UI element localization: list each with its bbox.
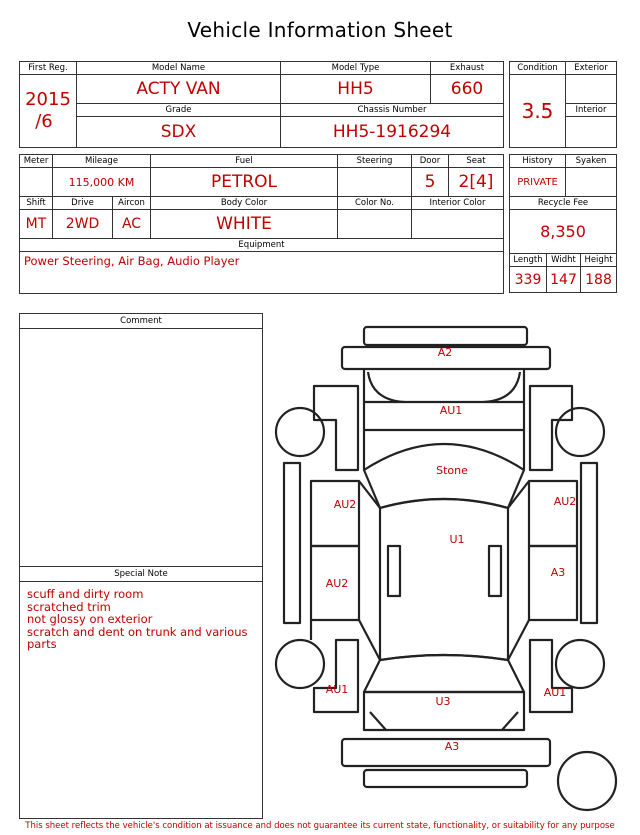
left-front-fender [314, 386, 358, 470]
damage-a2-top: A2 [437, 346, 453, 359]
disclaimer-footer: This sheet reflects the vehicle's condition at issuance and does not guarantee its current state, functionality, or suitability for any purpose [25, 821, 615, 831]
interior-color-label: Interior Color [412, 197, 504, 210]
aircon-label: Aircon [113, 197, 151, 210]
fuel-value: PETROL [151, 168, 338, 197]
interior-label: Interior [566, 104, 617, 117]
rear-window [364, 655, 524, 692]
length-value: 339 [510, 267, 547, 293]
special-note-line: scratched trim [27, 599, 111, 614]
front-right-tire [556, 408, 604, 456]
damage-a3-right: A3 [550, 566, 566, 579]
grade-label: Grade [77, 104, 281, 117]
right-rear-door [529, 546, 577, 620]
model-name-label: Model Name [77, 62, 281, 75]
exterior-label: Exterior [566, 62, 617, 75]
condition-label: Condition [510, 62, 566, 75]
shift-value: MT [20, 210, 53, 239]
width-label: Widht [547, 254, 581, 267]
right-front-fender [530, 386, 572, 470]
hood [364, 370, 524, 430]
damage-au2-left-front: AU2 [333, 498, 357, 511]
door-label: Door [412, 155, 449, 168]
equipment-label: Equipment [20, 239, 504, 252]
seat-value: 2[4] [449, 168, 504, 197]
shift-label: Shift [20, 197, 53, 210]
recycle-fee-value: 8,350 [510, 210, 617, 254]
damage-a3-bottom: A3 [444, 740, 460, 753]
meter-label: Meter [20, 155, 53, 168]
front-left-tire [276, 408, 324, 456]
fuel-label: Fuel [151, 155, 338, 168]
syaken-label: Syaken [566, 155, 617, 168]
damage-u3: U3 [435, 695, 451, 708]
model-type-value: HH5 [281, 75, 431, 104]
history-label: History [510, 155, 566, 168]
rear-bumper-lower [364, 770, 527, 787]
model-name-value: ACTY VAN [77, 75, 281, 104]
door-value: 5 [412, 168, 449, 197]
mileage-value: 115,000 KM [53, 168, 151, 197]
model-type-label: Model Type [281, 62, 431, 75]
special-note-line: scratch and dent on trunk and various [27, 624, 248, 639]
damage-au1-left: AU1 [325, 683, 349, 696]
front-bumper-upper [364, 327, 527, 345]
special-note-line: parts [27, 637, 57, 651]
damage-u1: U1 [449, 533, 465, 546]
left-body-strip [284, 463, 300, 623]
right-front-door [529, 481, 577, 546]
exhaust-label: Exhaust [431, 62, 504, 75]
equipment-value: Power Steering, Air Bag, Audio Player [20, 252, 504, 294]
history-value: PRIVATE [510, 168, 566, 197]
special-note-line: not glossy on exterior [27, 612, 153, 626]
steering-label: Steering [338, 155, 412, 168]
height-value: 188 [581, 267, 617, 293]
rear-left-tire [276, 640, 324, 688]
first-reg-year: 2015 [25, 89, 71, 110]
damage-au1-hood: AU1 [439, 404, 463, 417]
body-color-label: Body Color [151, 197, 338, 210]
damage-au1-right: AU1 [543, 686, 567, 699]
right-rear-fender [530, 640, 572, 712]
recycle-fee-label: Recycle Fee [510, 197, 617, 210]
rear-right-tire [556, 640, 604, 688]
damage-au2-left-rear: AU2 [325, 577, 349, 590]
page-title: Vehicle Information Sheet [187, 18, 453, 42]
first-reg-month: /6 [35, 111, 53, 132]
drive-label: Drive [53, 197, 113, 210]
right-body-strip [581, 463, 597, 623]
seat-label: Seat [449, 155, 504, 168]
chassis-value: HH5-1916294 [281, 117, 504, 148]
grade-value: SDX [77, 117, 281, 148]
left-side-window [388, 546, 400, 596]
height-label: Height [581, 254, 617, 267]
color-no-label: Color No. [338, 197, 412, 210]
length-label: Length [510, 254, 547, 267]
body-color-value: WHITE [151, 210, 338, 239]
first-reg-label: First Reg. [20, 62, 77, 75]
damage-stone: Stone [436, 464, 468, 477]
exhaust-value: 660 [431, 75, 504, 104]
drive-value: 2WD [53, 210, 113, 239]
special-note-label: Special Note [20, 567, 262, 582]
comment-label: Comment [20, 314, 262, 329]
spare-tire [558, 752, 616, 810]
damage-au2-right-front: AU2 [553, 495, 577, 508]
left-front-door [311, 481, 359, 546]
condition-value: 3.5 [510, 75, 566, 148]
chassis-label: Chassis Number [281, 104, 504, 117]
right-side-window [489, 546, 501, 596]
mileage-label: Mileage [53, 155, 151, 168]
aircon-value: AC [113, 210, 151, 239]
width-value: 147 [547, 267, 581, 293]
special-note-line: scuff and dirty room [27, 587, 144, 601]
